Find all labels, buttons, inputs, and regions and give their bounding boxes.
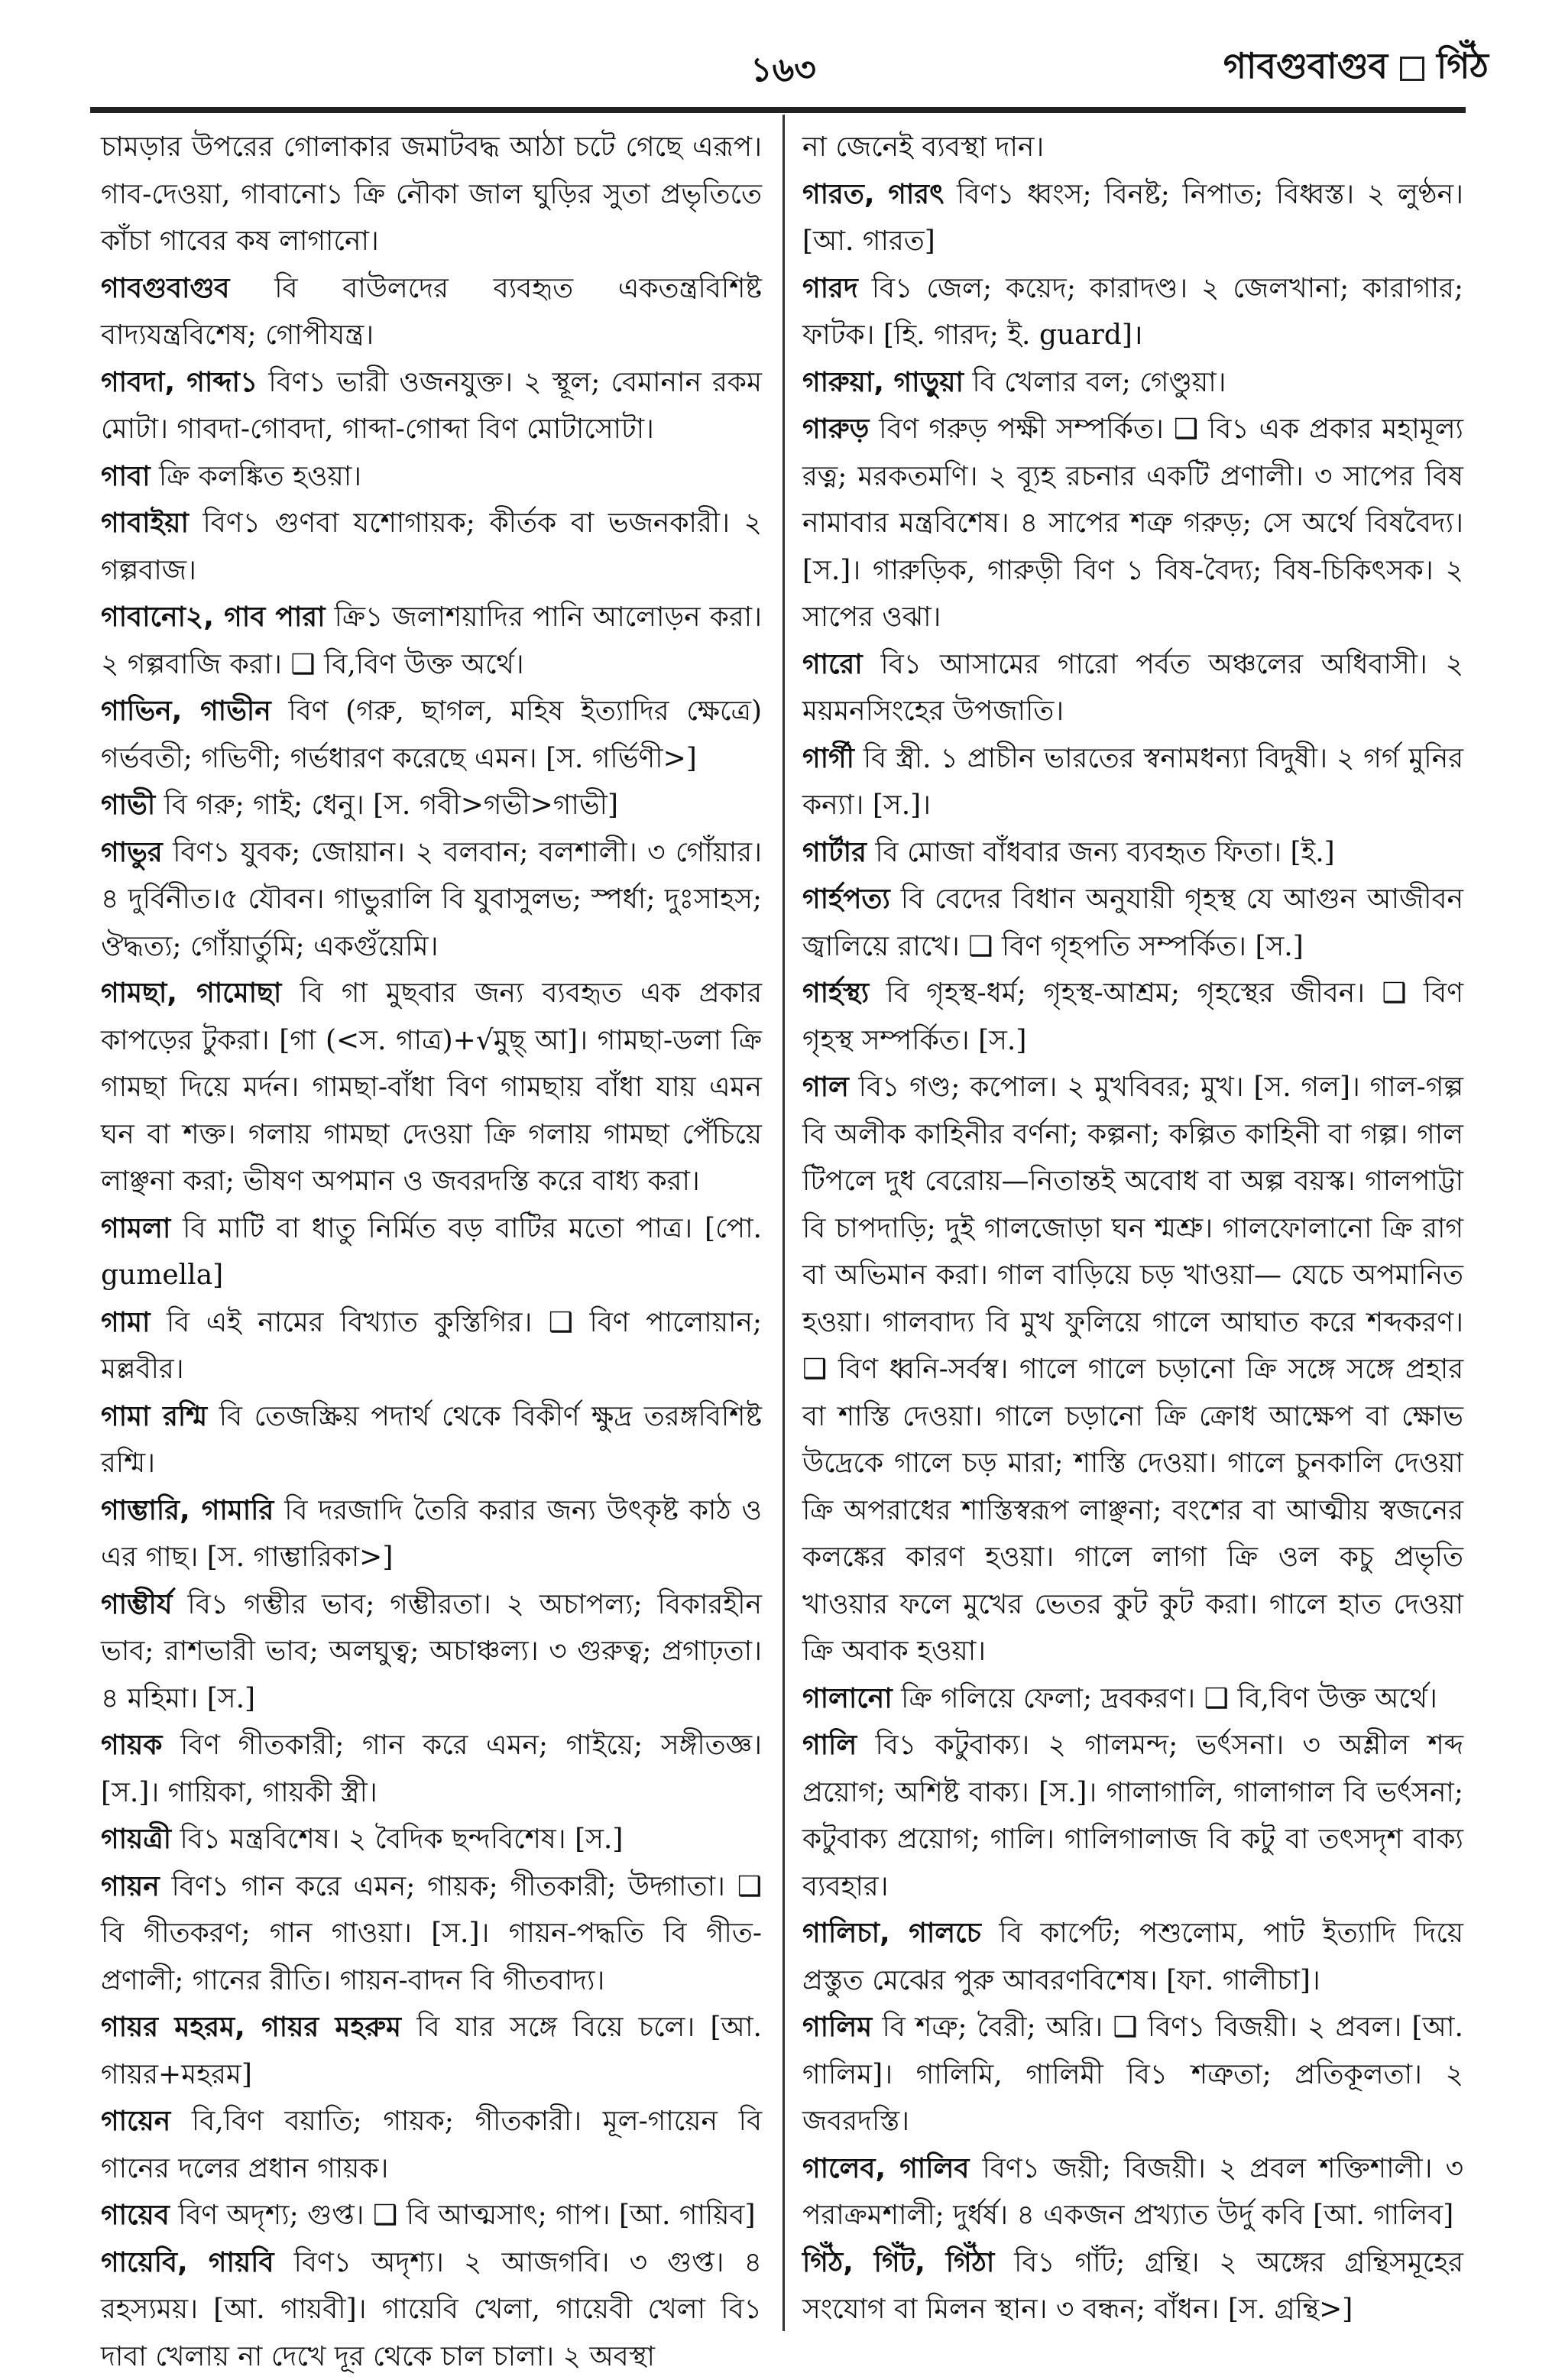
dictionary-entry <box>101 265 762 359</box>
entry-definition: বি বেদের বিধান অনুযায়ী গৃহস্থ যে আগুন আজীবন জ্বালিয়ে রাখে। ❑ বিণ গৃহপতি সম্পর্কিত। [স.] <box>802 884 1463 962</box>
dictionary-entry <box>802 359 1463 407</box>
entry-definition: ক্রি গলিয়ে ফেলা; দ্রবকরণ। ❑ বি,বিণ উক্ত অর্থে। <box>893 1683 1437 1714</box>
dictionary-entry <box>101 1863 762 2005</box>
entry-definition: বি,বিণ বয়াতি; গায়ক; গীতকারী। মূল-গায়েন বি গানের দলের প্রধান গায়ক। <box>101 2106 762 2184</box>
dictionary-entry <box>101 359 762 453</box>
headword: গাবাইয়া <box>101 507 189 539</box>
headword: গায়ক <box>101 1730 162 1761</box>
headword: গার্হপত্য <box>802 884 890 915</box>
entry-definition: বিণ অদৃশ্য; গুপ্ত। ❑ বি আত্মসাৎ; গাপ। [আ. গায়িব] <box>170 2200 756 2231</box>
headword: গার্গী <box>802 743 854 774</box>
headword: গামলা <box>101 1213 170 1244</box>
dictionary-entry <box>802 171 1463 265</box>
entry-definition: বি১ গাঁট; গ্রন্থি। ২ অঙ্গের গ্রন্থিসমূহের সংযোগ বা মিলন স্থান। ৩ বন্ধন; বাঁধন। [স. গ্রন্থি>] <box>802 2247 1463 2326</box>
dictionary-entry <box>802 1910 1463 2004</box>
entry-definition: বিণ (গরু, ছাগল, মহিষ ইত্যাদির ক্ষেত্রে) গর্ভবতী; গভিণী; গর্ভধারণ করেছে এমন। [স. গর্ভিণী>] <box>101 696 762 774</box>
entry-definition: বি১ মন্ত্রবিশেষ। ২ বৈদিক ছন্দবিশেষ। [স.] <box>171 1824 623 1855</box>
headword: গায়েবি, গায়বি <box>101 2247 274 2278</box>
dictionary-entry <box>802 1064 1463 1675</box>
headword: গারদ <box>802 273 858 304</box>
entry-definition: বি মোজা বাঁধবার জন্য ব্যবহৃত ফিতা। [ই.] <box>867 837 1335 868</box>
entry-definition: ক্রি১ জলাশয়াদির পানি আলোড়ন করা। ২ গল্পবাজি করা। ❑ বি,বিণ উক্ত অর্থে। <box>101 601 762 680</box>
entry-definition: না জেনেই ব্যবস্থা দান। <box>802 131 1044 163</box>
headword: গাবদা, গাব্দা১ <box>101 367 258 398</box>
entry-definition: বি১ গম্ভীর ভাব; গম্ভীরতা। ২ অচাপল্য; বিকারহীন ভাব; রাশভারী ভাব; অলঘুত্ব; অচাঞ্চল্য। ৩ গুরুত্ব; প্রগাঢ়তা। ৪ মহিমা। [স.] <box>101 1589 762 1714</box>
entry-definition: বি যার সঙ্গে বিয়ে চলে। [আ. গায়র+মহরম] <box>101 2012 762 2090</box>
dictionary-entry <box>802 1722 1463 1910</box>
entry-definition: বিণ১ যুবক; জোয়ান। ২ বলবান; বলশালী। ৩ গোঁয়ার।৪ দুর্বিনীত।৫ যৌবন। গাভুরালি বি যুবাসুলভ; স্পর্ধা; দুঃসাহস; ঔদ্ধত্য; গোঁয়ার্তুমি; একগুঁয়েমি। <box>101 837 762 962</box>
headword: গায়র মহরম, গায়র মহরুম <box>101 2012 401 2043</box>
headword: গাম্ভীর্য <box>101 1589 173 1620</box>
dictionary-entry <box>802 406 1463 641</box>
dictionary-entry <box>101 688 762 782</box>
headword: গামা রশ্মি <box>101 1401 207 1432</box>
headword: গাভুর <box>101 837 163 868</box>
dictionary-entry <box>101 1816 762 1863</box>
headword: গালেব, গালিব <box>802 2153 969 2184</box>
entry-definition: বি স্ত্রী. ১ প্রাচীন ভারতের স্বনামধন্যা বিদুষী। ২ গর্গ মুনির কন্যা। [স.]। <box>802 743 1463 822</box>
headword: গারুয়া, গাড়ুয়া <box>802 367 964 398</box>
headword: গাবানো২, গাব পারা <box>101 601 326 633</box>
headword: গায়ত্রী <box>101 1824 171 1855</box>
headword: গার্হস্থ্য <box>802 978 869 1009</box>
left-column <box>101 124 762 2380</box>
entry-definition: বি তেজস্ক্রিয় পদার্থ থেকে বিকীর্ণ ক্ষুদ্র তরঙ্গবিশিষ্ট রশ্মি। <box>101 1401 762 1480</box>
dictionary-entry <box>802 641 1463 735</box>
dictionary-entry <box>101 970 762 1205</box>
dictionary-entry <box>802 124 1463 171</box>
dictionary-entry <box>101 2192 762 2239</box>
headword: গারুড় <box>802 413 869 445</box>
dictionary-entry <box>802 970 1463 1064</box>
headword: গারো <box>802 649 863 680</box>
entry-definition: বিণ১ ধ্বংস; বিনষ্ট; নিপাত; বিধ্বস্ত। ২ লুণ্ঠন। [আ. গারত] <box>802 179 1463 258</box>
dictionary-entry <box>802 2239 1463 2333</box>
dictionary-entry <box>101 782 762 829</box>
entry-definition: বি১ আসামের গারো পর্বত অঞ্চলের অধিবাসী। ২ ময়মনসিংহের উপজাতি। <box>802 649 1463 728</box>
entry-definition: চামড়ার উপরের গোলাকার জমাটবদ্ধ আঠা চটে গেছে এরূপ। গাব-দেওয়া, গাবানো১ ক্রি নৌকা জাল ঘুড়ির সুতা প্রভৃতিতে কাঁচা গাবের কষ লাগানো। <box>101 131 762 257</box>
right-column <box>802 124 1463 2333</box>
dictionary-entry <box>101 829 762 971</box>
entry-definition: বি কার্পেট; পশুলোম, পাট ইত্যাদি দিয়ে প্রস্তুত মেঝের পুরু আবরণবিশেষ। [ফা. গালীচা]। <box>802 1918 1463 1996</box>
dictionary-entry <box>101 1581 762 1723</box>
entry-definition: বি গা মুছবার জন্য ব্যবহৃত এক প্রকার কাপড়ের টুকরা। [গা (<স. গাত্র)+√মুছ্ আ]। গামছা-ডলা ক্রি গামছা দিয়ে মর্দন। গামছা-বাঁধা বিণ গামছায় বাঁধা যায় এমন ঘন বা শক্ত। গলায় গামছা দেওয়া ক্রি গলায় গামছা পেঁচিয়ে লাঞ্ছনা করা; ভীষণ অপমান ও জবরদস্তি করে বাধ্য করা। <box>101 978 762 1197</box>
entry-definition: বিণ১ গান করে এমন; গায়ক; গীতকারী; উদ্গাতা। ❑ বি গীতকরণ; গান গাওয়া। [স.]। গায়ন-পদ্ধতি বি গীত-প্রণালী; গানের রীতি। গায়ন-বাদন বি গীতবাদ্য। <box>101 1871 762 1996</box>
dictionary-entry <box>101 1487 762 1581</box>
headword: গালিচা, গালচে <box>802 1918 981 1949</box>
entry-definition: বি এই নামের বিখ্যাত কুস্তিগির। ❑ বিণ পালোয়ান; মল্লবীর। <box>101 1307 762 1386</box>
entry-definition: বিণ১ ভারী ওজনযুক্ত। ২ স্থূল; বেমানান রকম মোটা। গাবদা-গোবদা, গাব্দা-গোব্দা বিণ মোটাসোটা। <box>101 367 762 446</box>
entry-definition: বি খেলার বল; গেণ্ডুয়া। <box>964 367 1226 398</box>
headword: গামা <box>101 1307 150 1338</box>
dictionary-entry <box>101 500 762 594</box>
entry-definition: বিণ১ অদৃশ্য। ২ আজগবি। ৩ গুপ্ত। ৪ রহস্যময়। [আ. গায়বী]। গায়েবি খেলা, গায়েবী খেলা বি১ দাবা খেলায় না দেখে দূর থেকে চাল চালা। ২ অবস্থা <box>101 2247 762 2372</box>
headword: গাম্ভারি, গামারি <box>101 1495 274 1526</box>
entry-definition: বিণ১ জয়ী; বিজয়ী। ২ প্রবল শক্তিশালী। ৩ পরাক্রমশালী; দুর্ধর্ষ। ৪ একজন প্রখ্যাত উর্দু কবি [আ. গালিব] <box>802 2153 1463 2232</box>
dictionary-entry <box>802 829 1463 877</box>
dictionary-entry <box>802 2145 1463 2239</box>
dictionary-entry <box>802 1675 1463 1723</box>
headword: গালিম <box>802 2012 872 2043</box>
headword: গাভিন, গাভীন <box>101 696 271 727</box>
entry-definition: ক্রি কলঙ্কিত হওয়া। <box>151 461 362 492</box>
page-number: ১৬৩ <box>734 44 833 100</box>
running-head-first-word: গাবগুবাগুব <box>1223 40 1388 98</box>
dictionary-entry <box>101 453 762 501</box>
headword: গিঁঠ, গিঁট, গিঁঠা <box>802 2247 994 2278</box>
entry-definition: বিণ গীতকারী; গান করে এমন; গাইয়ে; সঙ্গীতজ্ঞ। [স.]। গায়িকা, গায়কী স্ত্রী। <box>101 1730 762 1808</box>
running-head-last-word: গিঁঠ <box>1437 40 1489 98</box>
headword: গালানো <box>802 1683 893 1714</box>
entry-definition: বিণ১ গুণবা যশোগায়ক; কীর্তক বা ভজনকারী। ২ গল্পবাজ। <box>101 507 762 586</box>
column-divider <box>782 115 785 2331</box>
headword: গাভী <box>101 790 155 821</box>
dictionary-entry <box>101 2098 762 2192</box>
entry-definition: বি গৃহস্থ-ধর্ম; গৃহস্থ-আশ্রম; গৃহস্থের জীবন। ❑ বিণ গৃহস্থ সম্পর্কিত। [স.] <box>802 978 1463 1056</box>
dictionary-entry <box>101 1299 762 1393</box>
dictionary-entry <box>101 124 762 265</box>
box-separator-icon <box>1400 57 1424 81</box>
dictionary-entry <box>802 265 1463 359</box>
entry-definition: বি১ গণ্ড; কপোল। ২ মুখবিবর; মুখ। [স. গল]। গাল-গল্প বি অলীক কাহিনীর বর্ণনা; কল্পনা; কল্পিত কাহিনী বা গল্প। গাল টিপলে দুধ বেরোয়—নিতান্তই অবোধ বা অল্প বয়স্ক। গালপাট্টা বি চাপদাড়ি; দুই গালজোড়া ঘন শ্মশ্রু। গালফোলানো ক্রি রাগ বা অভিমান করা। গাল বাড়িয়ে চড় খাওয়া— যেচে অপমানিত হওয়া। গালবাদ্য বি মুখ ফুলিয়ে গালে আঘাত করে শব্দকরণ। ❑ বিণ ধ্বনি-সর্বস্ব। গালে গালে চড়ানো ক্রি সঙ্গে সঙ্গে প্রহার বা শাস্তি দেওয়া। গালে চড়ানো ক্রি ক্রোধ আক্ষেপ বা ক্ষোভ উদ্রেকে গালে চড় মারা; শাস্তি দেওয়া। গালে চুনকালি দেওয়া ক্রি অপরাধের শাস্তিস্বরূপ লাঞ্ছনা; বংশের বা আত্মীয় স্বজনের কলঙ্কের কারণ হওয়া। গালে লাগা ক্রি ওল কচু প্রভৃতি খাওয়ার ফলে মুখের ভেতর কুট কুট করা। গালে হাত দেওয়া ক্রি অবাক হওয়া। <box>802 1072 1463 1667</box>
headword: গায়েব <box>101 2200 170 2231</box>
header-rule <box>90 107 1466 113</box>
entry-definition: বি১ কটুবাক্য। ২ গালমন্দ; ভর্ৎসনা। ৩ অশ্লীল শব্দ প্রয়োগ; অশিষ্ট বাক্য। [স.]। গালাগালি, গালাগাল বি ভর্ৎসনা; কটুবাক্য প্রয়োগ; গালি। গালিগালাজ বি কটু বা তৎসদৃশ বাক্য ব্যবহার। <box>802 1730 1463 1902</box>
headword: গাল <box>802 1072 849 1103</box>
entry-definition: বি দরজাদি তৈরি করার জন্য উৎকৃষ্ট কাঠ ও এর গাছ। [স. গাম্ভারিকা>] <box>101 1495 762 1574</box>
headword: গামছা, গামোছা <box>101 978 281 1009</box>
headword: গাবগুবাগুব <box>101 273 229 304</box>
headword: গার্টার <box>802 837 867 868</box>
dictionary-entry <box>802 735 1463 829</box>
dictionary-entry <box>101 1393 762 1487</box>
entry-definition: বি মাটি বা ধাতু নির্মিত বড় বাটির মতো পাত্র। [পো. gumella] <box>101 1213 762 1292</box>
entry-definition: বি শত্রু; বৈরী; অরি। ❑ বিণ১ বিজয়ী। ২ প্রবল। [আ. গালিম]। গালিমি, গালিমী বি১ শত্রুতা; প্রতিকূলতা। ২ জবরদস্তি। <box>802 2012 1463 2137</box>
dictionary-entry <box>101 2239 762 2380</box>
entry-definition: বি বাউলদের ব্যবহৃত একতন্ত্রবিশিষ্ট বাদ্যযন্ত্রবিশেষ; গোপীযন্ত্র। <box>101 273 762 352</box>
running-head <box>1223 40 1489 98</box>
entry-definition: বি গরু; গাই; ধেনু। [স. গবী>গভী>গাভী] <box>155 790 618 821</box>
dictionary-entry <box>802 2004 1463 2145</box>
dictionary-entry <box>101 1722 762 1816</box>
dictionary-entry <box>101 1205 762 1299</box>
headword: গালি <box>802 1730 857 1761</box>
dictionary-entry <box>802 876 1463 970</box>
entry-definition: বি১ জেল; কয়েদ; কারাদণ্ড। ২ জেলখানা; কারাগার; ফাটক। [হি. গারদ; ই. guard]। <box>802 273 1463 352</box>
entry-definition: বিণ গরুড় পক্ষী সম্পর্কিত। ❑ বি১ এক প্রকার মহামূল্য রত্ন; মরকতমণি। ২ ব্যূহ রচনার একটি প্রণালী। ৩ সাপের বিষ নামাবার মন্ত্রবিশেষ। ৪ সাপের শত্রু গরুড়; সে অর্থে বিষবৈদ্য। [স.]। গারুড়িক, গারুড়ী বিণ ১ বিষ-বৈদ্য; বিষ-চিকিৎসক। ২ সাপের ওঝা। <box>802 413 1463 633</box>
headword: গায়েন <box>101 2106 170 2137</box>
headword: গাবা <box>101 461 151 492</box>
headword: গায়ন <box>101 1871 160 1902</box>
headword: গারত, গারৎ <box>802 179 944 210</box>
dictionary-entry <box>101 594 762 688</box>
dictionary-entry <box>101 2004 762 2098</box>
